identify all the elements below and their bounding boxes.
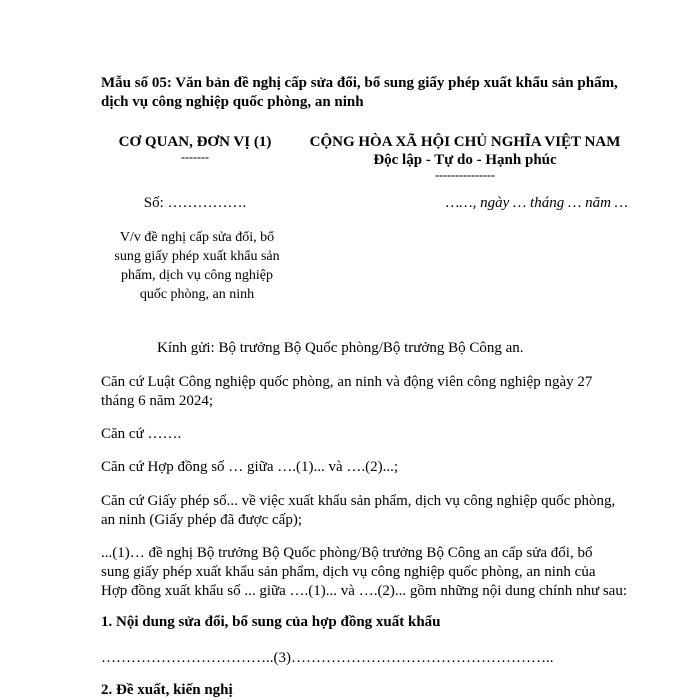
document-date: ……, ngày … tháng … năm … — [445, 195, 628, 211]
request-paragraph — [101, 544, 671, 601]
basis-license-line: Căn cứ Giấy phép số... về việc xuất khẩu sản phẩm, dịch vụ công nghiệp quốc phòng, — [101, 493, 616, 509]
agency-rule: ------- — [181, 150, 209, 164]
national-motto: Độc lập - Tự do - Hạnh phúc — [373, 152, 557, 168]
basis-license-line: an ninh (Giấy phép đã được cấp); — [101, 512, 302, 528]
document-subject — [92, 228, 302, 304]
section-1-title: 1. Nội dung sửa đổi, bổ sung của hợp đồng xuất khẩu — [101, 614, 441, 630]
section-1-fill-line: ……………………………..(3)…………………………………………….. — [101, 650, 554, 666]
document-number: Số: ……………. — [143, 195, 247, 211]
subject-line: sung giấy phép xuất khẩu sản — [114, 249, 280, 264]
recipient: Kính gửi: Bộ trưởng Bộ Quốc phòng/Bộ trưởng Bộ Công an. — [157, 340, 524, 356]
form-title-line-1: Mẫu số 05: Văn bản đề nghị cấp sửa đổi, bổ sung giấy phép xuất khẩu sản phẩm, — [101, 75, 618, 91]
form-title-line-2: dịch vụ công nghiệp quốc phòng, an ninh — [101, 94, 364, 110]
subject-line: quốc phòng, an ninh — [139, 287, 255, 302]
agency-name: CƠ QUAN, ĐƠN VỊ (1) — [118, 134, 272, 150]
basis-law-line: tháng 6 năm 2024; — [101, 393, 214, 409]
basis-license — [101, 492, 671, 530]
basis-other: Căn cứ ……. — [101, 426, 182, 442]
motto-rule: --------------- — [435, 168, 495, 182]
request-line: sung giấy phép xuất khẩu sản phẩm, dịch vụ công nghiệp quốc phòng, an ninh của — [101, 564, 596, 580]
request-line: Hợp đồng xuất khẩu số ... giữa ….(1)... và ….(2)... gồm những nội dung chính như sau: — [101, 583, 628, 599]
subject-line: phẩm, dịch vụ công nghiệp — [120, 268, 274, 283]
basis-law — [101, 373, 661, 411]
request-line: ...(1)… đề nghị Bộ trưởng Bộ Quốc phòng/Bộ trưởng Bộ Công an cấp sửa đổi, bổ — [101, 545, 593, 561]
basis-law-line: Căn cứ Luật Công nghiệp quốc phòng, an ninh và động viên công nghiệp ngày 27 — [101, 374, 593, 390]
national-title: CỘNG HÒA XÃ HỘI CHỦ NGHĨA VIỆT NAM — [309, 134, 621, 150]
subject-line: V/v đề nghị cấp sửa đổi, bổ — [119, 230, 275, 245]
section-2-title: 2. Đề xuất, kiến nghị — [101, 682, 233, 698]
basis-contract: Căn cứ Hợp đồng số … giữa ….(1)... và ….(2)...; — [101, 459, 399, 475]
